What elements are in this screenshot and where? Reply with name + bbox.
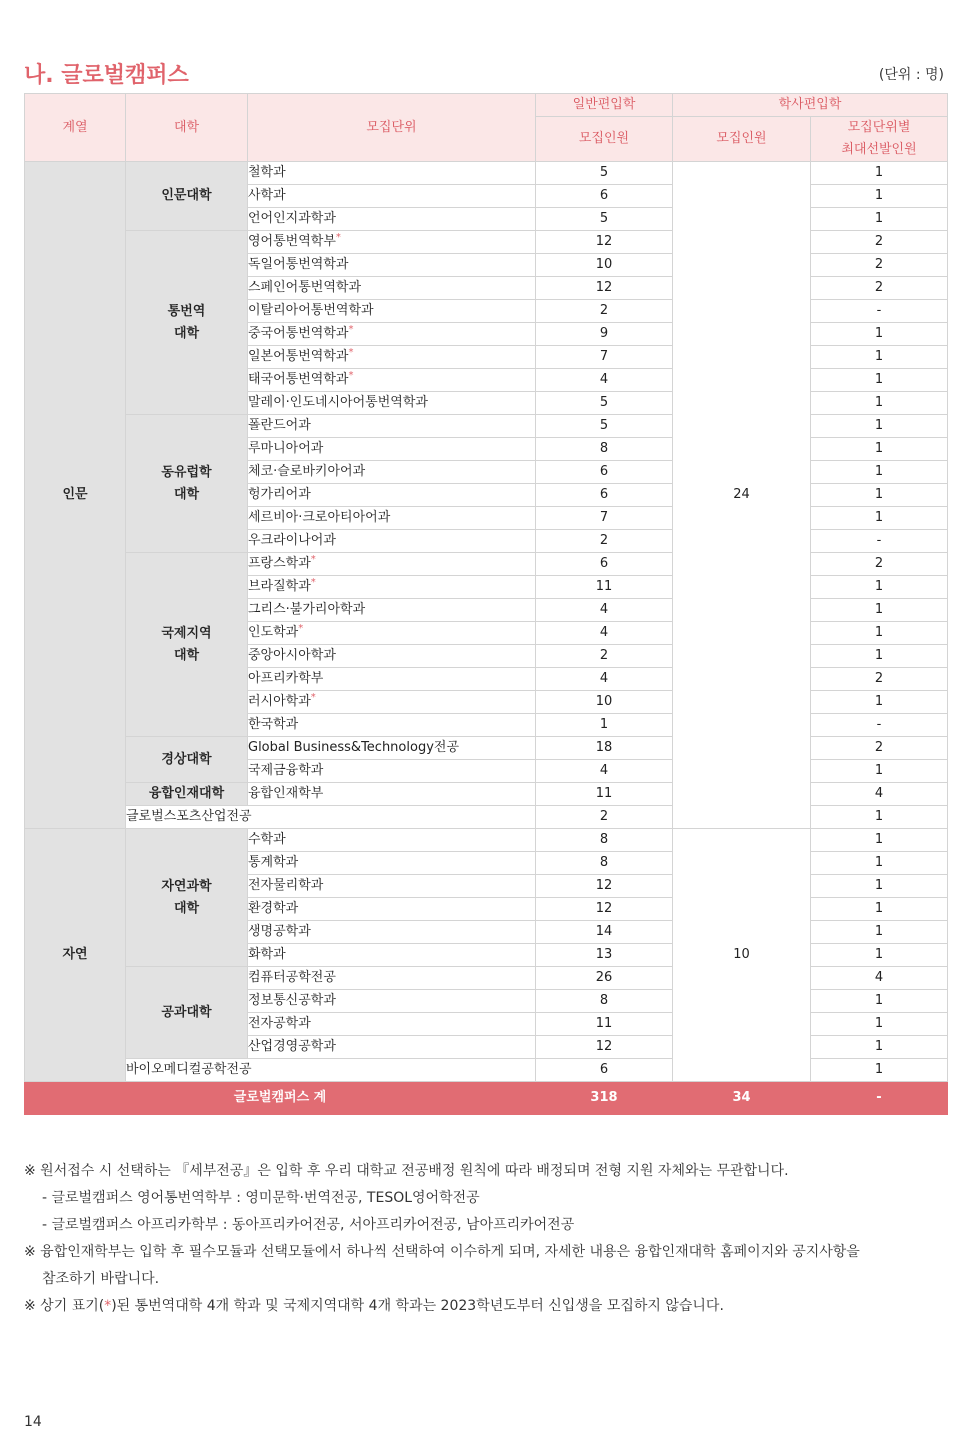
general-quota: 8	[536, 852, 673, 875]
max-select: -	[811, 300, 948, 323]
college-engineering	[126, 967, 248, 1059]
max-select: 2	[811, 254, 948, 277]
unit-name-text: 전자물리학과	[248, 878, 324, 893]
general-quota: 2	[536, 530, 673, 553]
max-select: 1	[811, 622, 948, 645]
general-quota: 14	[536, 921, 673, 944]
unit-name-text: 독일어통번역학과	[248, 257, 349, 272]
general-quota: 5	[536, 162, 673, 185]
college-name: 대학	[173, 325, 200, 341]
unit-name	[126, 1059, 536, 1082]
field-humanities: 인문	[25, 162, 126, 829]
unit-name	[248, 507, 536, 530]
max-select: 2	[811, 737, 948, 760]
max-select: 1	[811, 461, 948, 484]
max-select: 1	[811, 323, 948, 346]
unit-name-text: 프랑스학과	[248, 556, 311, 571]
college-name: 국제지역	[161, 625, 212, 641]
general-quota: 12	[536, 875, 673, 898]
college-business	[126, 737, 248, 783]
general-quota: 4	[536, 760, 673, 783]
unit-name	[248, 921, 536, 944]
total-general: 318	[536, 1082, 673, 1115]
max-select: 1	[811, 852, 948, 875]
max-select: 1	[811, 1013, 948, 1036]
max-select: -	[811, 714, 948, 737]
header-field: 계열	[25, 94, 126, 162]
unit-name	[248, 944, 536, 967]
unit-name	[248, 438, 536, 461]
unit-name	[248, 484, 536, 507]
unit-name-text: 통계학과	[248, 855, 299, 870]
max-select: 1	[811, 208, 948, 231]
unit-name	[248, 898, 536, 921]
note-1b: - 글로벌캠퍼스 아프리카학부 : 동아프리카어전공, 서아프리카어전공, 남아프리카어전공	[42, 1217, 575, 1233]
closure-marker: *	[310, 692, 316, 703]
unit-name-text: 융합인재학부	[248, 786, 324, 801]
unit-name	[248, 875, 536, 898]
max-select: 1	[811, 369, 948, 392]
unit-name	[248, 829, 536, 852]
unit-name-text: 바이오메디컬공학전공	[126, 1062, 252, 1077]
general-quota: 10	[536, 254, 673, 277]
max-select: 1	[811, 415, 948, 438]
general-quota: 7	[536, 507, 673, 530]
unit-name-text: 브라질학과	[248, 579, 311, 594]
unit-name	[248, 254, 536, 277]
unit-name-text: 전자공학과	[248, 1016, 311, 1031]
max-select: 4	[811, 783, 948, 806]
unit-name-text: 우크라이나어과	[248, 533, 336, 548]
unit-name-text: 산업경영공학과	[248, 1039, 336, 1054]
general-quota: 6	[536, 461, 673, 484]
general-quota: 13	[536, 944, 673, 967]
unit-name	[248, 185, 536, 208]
general-quota: 6	[536, 484, 673, 507]
max-select: 1	[811, 944, 948, 967]
unit-name-text: 수학과	[248, 832, 286, 847]
unit-name	[248, 392, 536, 415]
max-select: 1	[811, 392, 948, 415]
general-quota: 4	[536, 369, 673, 392]
unit-name-text: 이탈리아어통번역학과	[248, 303, 374, 318]
general-quota: 11	[536, 783, 673, 806]
general-quota: 4	[536, 599, 673, 622]
unit-name	[248, 622, 536, 645]
note-3-post: )된 통번역대학 4개 학과 및 국제지역대학 4개 학과는 2023학년도부터 신입생을 모집하지 않습니다.	[111, 1298, 724, 1314]
unit-name-text: 환경학과	[248, 901, 299, 916]
bachelor-science-total: 10	[673, 829, 811, 1082]
unit-name-text: 글로벌스포츠산업전공	[126, 809, 252, 824]
general-quota: 2	[536, 300, 673, 323]
max-select: 1	[811, 645, 948, 668]
max-select: 2	[811, 553, 948, 576]
total-row	[25, 1082, 948, 1115]
unit-name-text: 세르비아·크로아티아어과	[248, 510, 391, 525]
general-quota: 4	[536, 622, 673, 645]
college-humanities	[126, 162, 248, 231]
unit-name-text: 태국어통번역학과	[248, 372, 349, 387]
note-3-pre: ※ 상기 표기(	[24, 1298, 105, 1314]
max-select: 1	[811, 1059, 948, 1082]
max-select: 1	[811, 346, 948, 369]
unit-name	[248, 737, 536, 760]
unit-name-text: 사학과	[248, 188, 286, 203]
unit-name-text: 인도학과	[248, 625, 299, 640]
college-name: 융합인재대학	[148, 786, 225, 801]
unit-name-text: 컴퓨터공학전공	[248, 970, 336, 985]
note-3	[24, 1293, 954, 1320]
unit-name	[248, 1013, 536, 1036]
closure-marker: *	[335, 232, 341, 243]
unit-name-text: 스페인어통번역학과	[248, 280, 362, 295]
max-select: 1	[811, 484, 948, 507]
section-title: 나. 글로벌캠퍼스	[24, 63, 189, 88]
header-bachelor-quota: 모집인원	[673, 117, 811, 162]
page-number: 14	[24, 1414, 42, 1430]
general-quota: 12	[536, 898, 673, 921]
field-science: 자연	[25, 829, 126, 1082]
note-2: ※ 융합인재학부는 입학 후 필수모듈과 선택모듈에서 하나씩 선택하여 이수하게 되며, 자세한 내용은 융합인재대학 홈페이지와 공지사항을	[24, 1244, 860, 1260]
notes	[24, 1158, 954, 1320]
note-3-star: *	[104, 1298, 112, 1314]
general-quota: 11	[536, 576, 673, 599]
college-name: 인문대학	[161, 188, 212, 203]
unit-name-text: 그리스·불가리아학과	[248, 602, 366, 617]
unit-name	[248, 852, 536, 875]
general-quota: 6	[536, 553, 673, 576]
max-select: 1	[811, 162, 948, 185]
college-intl-regional	[126, 553, 248, 737]
max-select: 1	[811, 576, 948, 599]
total-bachelor: 34	[673, 1082, 811, 1115]
unit-name-text: Global Business&Technology전공	[248, 740, 460, 755]
header-general-transfer: 일반편입학	[536, 94, 673, 117]
general-quota: 18	[536, 737, 673, 760]
max-select: 1	[811, 691, 948, 714]
unit-name-text: 한국학과	[248, 717, 299, 732]
general-quota: 8	[536, 829, 673, 852]
general-quota: 12	[536, 1036, 673, 1059]
unit-name-text: 철학과	[248, 165, 286, 180]
general-quota: 5	[536, 415, 673, 438]
unit-name-text: 생명공학과	[248, 924, 311, 939]
college-name: 대학	[173, 900, 200, 916]
max-select: 1	[811, 875, 948, 898]
closure-marker: *	[348, 347, 354, 358]
general-quota: 26	[536, 967, 673, 990]
unit-name	[248, 645, 536, 668]
unit-name-text: 화학과	[248, 947, 286, 962]
max-select: 2	[811, 231, 948, 254]
header-bachelor-transfer: 학사편입학	[673, 94, 948, 117]
general-quota: 4	[536, 668, 673, 691]
closure-marker: *	[348, 324, 354, 335]
unit-name	[248, 277, 536, 300]
unit-name	[248, 990, 536, 1013]
unit-name	[248, 231, 536, 254]
table-row	[25, 162, 948, 185]
unit-name	[248, 162, 536, 185]
college-name: 자연과학	[161, 878, 212, 894]
unit-name-text: 국제금융학과	[248, 763, 324, 778]
general-quota: 9	[536, 323, 673, 346]
general-quota: 8	[536, 990, 673, 1013]
college-name: 대학	[173, 647, 200, 663]
max-select: 1	[811, 829, 948, 852]
unit-name	[248, 300, 536, 323]
unit-name	[248, 553, 536, 576]
general-quota: 8	[536, 438, 673, 461]
unit-name	[248, 1036, 536, 1059]
max-select: 1	[811, 507, 948, 530]
general-quota: 6	[536, 185, 673, 208]
max-select: 2	[811, 277, 948, 300]
max-select: -	[811, 530, 948, 553]
unit-name-text: 중국어통번역학과	[248, 326, 349, 341]
college-natural-science	[126, 829, 248, 967]
unit-name	[248, 461, 536, 484]
unit-name-text: 언어인지과학과	[248, 211, 336, 226]
bachelor-humanities-total: 24	[673, 162, 811, 829]
unit-name	[248, 576, 536, 599]
college-name: 경상대학	[161, 751, 212, 767]
unit-name-text: 루마니아어과	[248, 441, 324, 456]
closure-marker: *	[348, 370, 354, 381]
general-quota: 5	[536, 392, 673, 415]
unit-name-text: 폴란드어과	[248, 418, 311, 433]
header-max-select-line2: 최대선발인원	[841, 142, 917, 157]
note-2-cont: 참조하기 바랍니다.	[42, 1271, 160, 1287]
unit-name-text: 중앙아시아학과	[248, 648, 336, 663]
college-interpretation	[126, 231, 248, 415]
unit-name	[248, 323, 536, 346]
college-convergence	[126, 783, 248, 806]
closure-marker: *	[298, 623, 304, 634]
unit-name	[248, 415, 536, 438]
unit-name-text: 체코·슬로바키아어과	[248, 464, 366, 479]
total-label: 글로벌캠퍼스 계	[25, 1082, 536, 1115]
header-college: 대학	[126, 94, 248, 162]
unit-name	[248, 599, 536, 622]
header-general-quota: 모집인원	[536, 117, 673, 162]
unit-label: (단위 : 명)	[878, 67, 944, 83]
college-name: 동유럽학	[161, 464, 212, 480]
max-select: 1	[811, 760, 948, 783]
max-select: 4	[811, 967, 948, 990]
max-select: 1	[811, 990, 948, 1013]
unit-name	[248, 346, 536, 369]
unit-name	[248, 530, 536, 553]
general-quota: 2	[536, 645, 673, 668]
unit-name-text: 헝가리어과	[248, 487, 311, 502]
general-quota: 2	[536, 806, 673, 829]
unit-name	[248, 369, 536, 392]
quota-table	[24, 93, 948, 1115]
unit-name-text: 일본어통번역학과	[248, 349, 349, 364]
max-select: 1	[811, 185, 948, 208]
unit-name-text: 정보통신공학과	[248, 993, 336, 1008]
unit-name-text: 러시아학과	[248, 694, 311, 709]
unit-name-text: 말레이·인도네시아어통번역학과	[248, 395, 428, 410]
general-quota: 6	[536, 1059, 673, 1082]
unit-name	[126, 806, 536, 829]
note-1: ※ 원서접수 시 선택하는 『세부전공』은 입학 후 우리 대학교 전공배정 원칙에 따라 배정되며 전형 지원 자체와는 무관합니다.	[24, 1163, 789, 1179]
unit-name-text: 영어통번역학부	[248, 234, 336, 249]
unit-name	[248, 760, 536, 783]
max-select: 1	[811, 806, 948, 829]
max-select: 1	[811, 921, 948, 944]
general-quota: 11	[536, 1013, 673, 1036]
college-name: 통번역	[167, 303, 206, 319]
max-select: 1	[811, 438, 948, 461]
general-quota: 7	[536, 346, 673, 369]
college-eastern-europe	[126, 415, 248, 553]
total-max: -	[811, 1082, 948, 1115]
header-max-select	[811, 117, 948, 162]
unit-name	[248, 967, 536, 990]
general-quota: 10	[536, 691, 673, 714]
closure-marker: *	[310, 554, 316, 565]
max-select: 1	[811, 599, 948, 622]
unit-name	[248, 668, 536, 691]
unit-name-text: 아프리카학부	[248, 671, 324, 686]
unit-name	[248, 714, 536, 737]
unit-name	[248, 208, 536, 231]
max-select: 1	[811, 1036, 948, 1059]
closure-marker: *	[310, 577, 316, 588]
max-select: 2	[811, 668, 948, 691]
note-1a: - 글로벌캠퍼스 영어통번역학부 : 영미문학·번역전공, TESOL영어학전공	[42, 1190, 480, 1206]
header-max-select-line1: 모집단위별	[847, 120, 911, 135]
unit-name	[248, 783, 536, 806]
college-name: 대학	[173, 486, 200, 502]
general-quota: 1	[536, 714, 673, 737]
college-name: 공과대학	[161, 1004, 212, 1020]
header-unit: 모집단위	[248, 94, 536, 162]
max-select: 1	[811, 898, 948, 921]
general-quota: 12	[536, 277, 673, 300]
general-quota: 12	[536, 231, 673, 254]
table-row	[25, 829, 948, 852]
general-quota: 5	[536, 208, 673, 231]
unit-name	[248, 691, 536, 714]
